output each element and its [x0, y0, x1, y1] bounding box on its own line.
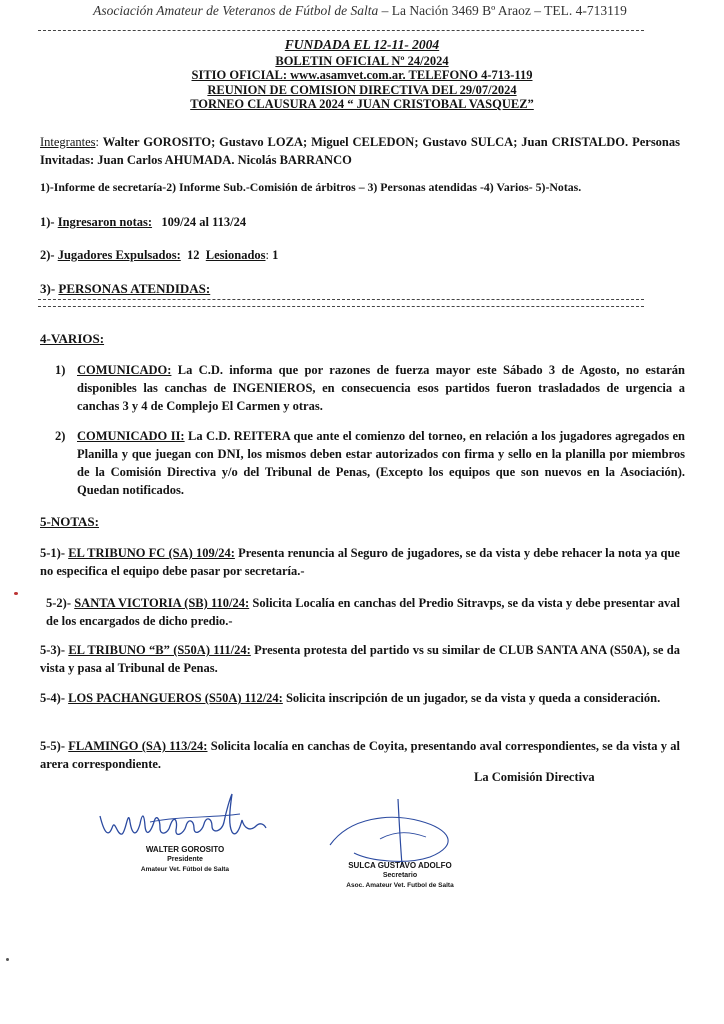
note-text: Solicita Localía en canchas del Predio Sitravps, se da vista y debe presentar aval de los encargados de dicho predio.-	[46, 596, 680, 628]
note-text: Presenta protesta del partido vs su similar de CLUB SANTA ANA (S50A), se da vista y pasa al Tribunal de Penas.	[40, 643, 680, 675]
president-signature	[90, 788, 280, 898]
meeting-line	[0, 83, 724, 98]
bulletin-text: BOLETIN OFICIAL Nº 24/2024	[275, 54, 449, 68]
note-prefix: 5-5)-	[40, 739, 69, 753]
members-paragraph	[40, 133, 680, 169]
secretary-signature	[310, 795, 490, 905]
note-title: EL TRIBUNO FC (SA) 109/24:	[68, 546, 235, 560]
note-title: LOS PACHANGUEROS (S50A) 112/24:	[68, 691, 283, 705]
tournament-line	[0, 97, 724, 112]
meeting-text: REUNION DE COMISION DIRECTIVA DEL 29/07/2024	[207, 83, 517, 97]
injured-value: 1	[272, 248, 279, 262]
injured-label: Lesionados	[205, 248, 266, 262]
note-title: SANTA VICTORIA (SB) 110/24:	[74, 596, 250, 610]
note-text: Presenta renuncia al Seguro de jugadores, se da vista y debe rehacer la nota ya que no especifica el equipo debe pasar por secretaría.-	[40, 546, 680, 578]
tournament-text: TORNEO CLAUSURA 2024 “ JUAN CRISTOBAL VASQUEZ”	[190, 97, 534, 111]
section-2	[40, 246, 278, 264]
signer-name: SULCA GUSTAVO ADOLFO	[348, 861, 452, 870]
site-text: SITIO OFICIAL: www.asamvet.com.ar. TELEFONO 4-713-119	[191, 68, 533, 82]
closing-signature-line: La Comisión Directiva	[474, 770, 595, 784]
agenda-line: 1)-Informe de secretaría-2) Informe Sub.-Comisión de árbitros – 3) Personas atendidas -4) Varios- 5)-Notas.	[40, 180, 582, 194]
item-body	[77, 427, 685, 499]
president-stamp	[110, 845, 260, 875]
expelled-value: 12	[187, 248, 200, 262]
note-prefix: 5-1)-	[40, 546, 69, 560]
item-body	[77, 361, 685, 415]
paper-speck	[14, 592, 18, 595]
note-item	[40, 641, 680, 677]
section-1-label: Ingresaron notas:	[57, 215, 153, 229]
item-title: COMUNICADO:	[77, 363, 172, 377]
note-text: Solicita localía en canchas de Coyita, presentando aval correspondientes, se da vista y al arera correspondiente.	[40, 739, 681, 771]
note-title: EL TRIBUNO “B” (S50A) 111/24:	[68, 643, 251, 657]
handwritten-signature	[90, 788, 280, 848]
members-colon: :	[95, 135, 100, 149]
section-4-heading: 4-VARIOS:	[40, 331, 105, 346]
signer-org: Amateur Vet. Fútbol de Salta	[140, 866, 230, 873]
note-item	[40, 737, 680, 773]
expelled-label: Jugadores Expulsados:	[57, 248, 181, 262]
signer-role: Secretario	[382, 872, 418, 879]
item-number: 1)	[55, 363, 66, 377]
section-5-heading: 5-NOTAS:	[40, 514, 99, 529]
dashed-divider	[38, 306, 644, 307]
section-1-value: 109/24 al 113/24	[161, 215, 247, 229]
letterhead-address: – La Nación 3469 Bº Araoz – TEL. 4-713119	[381, 3, 627, 18]
members-label: Integrantes	[40, 135, 96, 149]
item-text: La C.D. informa que por razones de fuerza mayor este Sábado 3 de Agosto, no estarán disponibles las canchas de INGENIEROS, en consecuencia esos partidos fueron trasladados de urgencia a canchas 3 y 4 de Complejo El Carmen y otras.	[77, 363, 685, 413]
item-number: 2)	[55, 429, 66, 443]
section-3-prefix: 3)-	[40, 281, 59, 296]
section-1-prefix: 1)-	[40, 215, 58, 229]
note-prefix: 5-4)-	[40, 691, 69, 705]
dashed-divider	[38, 30, 644, 31]
note-text: Solicita inscripción de un jugador, se da vista y queda a consideración.	[282, 691, 661, 705]
bulletin-number	[0, 54, 724, 69]
section-3	[40, 280, 210, 298]
founded-text: FUNDADA EL 12-11- 2004	[284, 37, 440, 52]
members-text: Walter GOROSITO; Gustavo LOZA; Miguel CELEDON; Gustavo SULCA; Juan CRISTALDO. Personas Invitadas: Juan Carlos AHUMADA. Nicolás BARRANCO	[40, 135, 680, 167]
note-item	[46, 594, 680, 630]
note-item	[40, 689, 680, 707]
note-prefix: 5-3)-	[40, 643, 69, 657]
section-1	[40, 213, 246, 231]
injured-colon: :	[265, 248, 270, 262]
section-2-prefix: 2)-	[40, 248, 58, 262]
item-title: COMUNICADO II:	[77, 429, 185, 443]
note-item	[40, 544, 680, 580]
official-site	[0, 68, 724, 83]
item-text: La C.D. REITERA que ante el comienzo del torneo, en relación a los jugadores agregados en Planilla y que juegan con DNI, los mismos deben estar autorizados con firma y sello en la planilla por miembros de la Comisión Directiva y/o del Tribunal de Penas, (Excepto los equipos que son nuevos en la Asociación). Quedan notificados.	[77, 429, 685, 497]
note-prefix: 5-2)-	[46, 596, 75, 610]
letterhead-org: Asociación Amateur de Veteranos de Fútbol de Salta	[93, 3, 379, 18]
dashed-divider	[38, 299, 644, 300]
founded-line	[0, 37, 724, 52]
signer-org: Asoc. Amateur Vet. Futbol de Salta	[346, 882, 454, 889]
signer-role: Presidente	[167, 856, 203, 863]
section-3-label: PERSONAS ATENDIDAS:	[58, 281, 211, 296]
secretary-stamp	[310, 861, 490, 891]
letterhead	[40, 3, 680, 19]
paper-speck	[6, 958, 9, 961]
note-title: FLAMINGO (SA) 113/24:	[68, 739, 208, 753]
signer-name: WALTER GOROSITO	[145, 845, 225, 854]
